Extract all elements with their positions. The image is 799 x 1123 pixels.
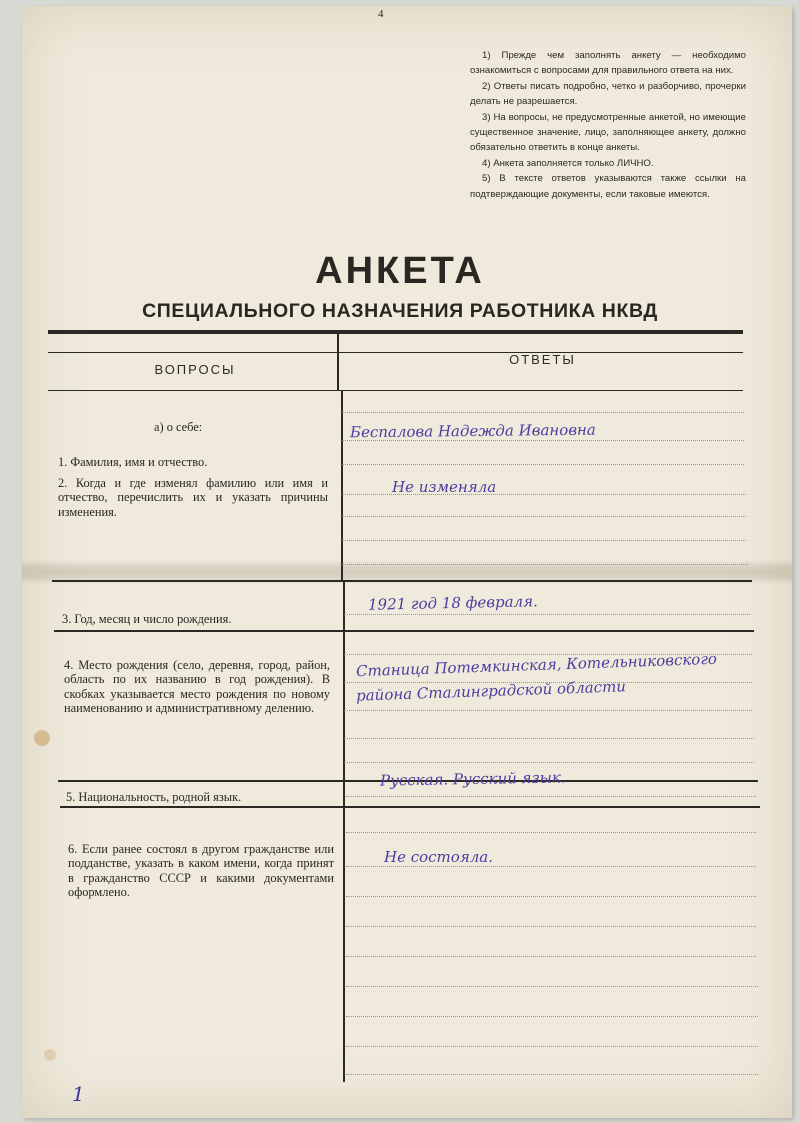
answer-line [346,832,756,833]
answer-line [344,738,754,739]
column-divider [337,334,339,390]
answer-line [346,956,756,957]
form-subtitle: СПЕЦИАЛЬНОГО НАЗНАЧЕНИЯ РАБОТНИКА НКВД [142,300,658,322]
answer-line [346,1074,758,1075]
answer-line [342,412,744,413]
question-1: 1. Фамилия, имя и отчество. [58,455,208,469]
answer-citizenship: Не состояла. [384,848,494,866]
questions-column-header: ВОПРОСЫ [154,362,236,377]
question-3: 3. Год, месяц и число рождения. [62,612,232,626]
column-divider-body-2 [343,582,345,1082]
answer-line [346,866,756,867]
row-rule-1 [52,580,752,582]
header-bottom-rule [48,390,743,391]
answer-name-change: Не изменяла [392,478,497,496]
row-rule-2 [54,630,754,632]
answer-line [342,564,748,565]
question-2: 2. Когда и где изменял фамилию или имя и отчество, перечислить их и указать причины изменения. [58,476,328,519]
instructions-block [470,48,746,202]
section-about-self: а) о себе: [154,420,203,434]
answer-birthplace-line-1: Станица Потемкинская, Котельниковского [355,649,718,681]
answer-line [342,516,746,517]
answer-line [344,710,752,711]
question-4: 4. Место рождения (село, деревня, город, район, область по их названию в год рождения). В скобках указывается место рождения по новому наименованию и административному делению. [64,658,330,716]
answer-line [346,796,756,797]
instruction-2: 2) Ответы писать подробно, четко и разборчиво, прочерки делать не разрешается. [470,80,746,108]
instruction-5: 5) В тексте ответов указываются также ссылки на подтверждающие документы, если таковые имеются. [470,173,746,200]
answer-nationality: Русская. Русский язык. [379,768,566,790]
row-rule-4 [60,806,760,808]
answer-line [346,926,756,927]
instruction-3: 3) На вопросы, не предусмотренные анкетой, но имеющие существенное значение, лицо, заполняющее анкету, должно обязательно ответить в конце анкеты. [470,111,746,154]
page-number: 1 [72,1082,85,1106]
question-5: 5. Национальность, родной язык. [66,790,242,804]
table-top-rule [48,330,743,334]
answer-line [342,464,744,465]
answers-column-header: ОТВЕТЫ [509,352,576,367]
form-title: АНКЕТА [315,250,485,292]
instruction-1: 1) Прежде чем заполнять анкету — необходимо ознакомиться с вопросами для правильного ответа на них. [470,50,746,77]
corner-mark: 4 [378,8,384,20]
answer-line [342,540,746,541]
column-divider-body-1 [341,390,343,582]
answer-birth-date: 1921 год 18 февраля. [367,592,538,614]
answer-birthplace-line-2: района Сталинградской области [355,677,627,705]
answer-full-name: Беспалова Надежда Ивановна [349,420,596,442]
answer-line [346,896,756,897]
answer-line [344,762,754,763]
answer-line [346,1046,758,1047]
instruction-4: 4) Анкета заполняется только ЛИЧНО. [482,157,654,169]
answer-line [346,1016,758,1017]
question-6: 6. Если ранее состоял в другом гражданстве или подданстве, указать в каком имени, когда принят в гражданство СССР и какими документами оформлено. [68,842,334,900]
answer-line [346,986,758,987]
answer-line [344,614,750,615]
